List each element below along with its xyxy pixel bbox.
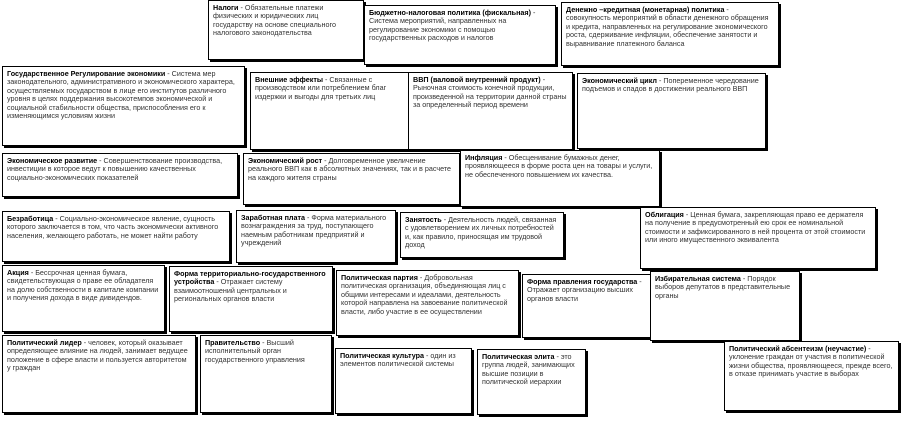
card-izbiratelnaya-sistema <box>650 271 800 341</box>
definition: - Совершенствование производства, инвестиции в которое ведут к повышению качественных социально-экономических показателей <box>7 156 223 182</box>
card-ekonomicheskiy-tsikl <box>577 73 766 149</box>
term: Инфляция <box>465 153 503 162</box>
definition: - Высший исполнительный орган государственного управления <box>205 338 305 364</box>
definition: - Попеременное чередование подъемов и спадов в достижении реального ВВП <box>582 76 759 94</box>
term: Внешние эффекты <box>255 75 323 84</box>
definition: - совокупность мероприятий в области денежного обращения и кредита, направленных на регулирование экономического роста, сдерживание инфляции, обеспечение занятости и выравнивание платежного баланса <box>566 5 769 48</box>
term: Заработная плата <box>241 213 306 222</box>
definition: - Долговременное увеличение реального ВВП как в абсолютных значениях, так и в расчете на каждого жителя страны <box>248 156 452 182</box>
term: Экономическое развитие <box>7 156 98 165</box>
term: Политическая партия <box>341 273 418 282</box>
term: Экономический рост <box>248 156 323 165</box>
definition: - Обязательные платежи физических и юридических лиц государству на основе специального налогового законодательства <box>213 3 336 38</box>
term: Занятость <box>405 215 442 224</box>
definition: - один из элементов политической системы <box>340 351 456 369</box>
definition: - это группа людей, занимающих высшие позиции в политической иерархии <box>482 352 575 387</box>
term: Облигация <box>645 210 684 219</box>
card-zanyatost <box>400 212 564 258</box>
card-bezrabotitsa <box>2 211 230 262</box>
term: Акция <box>7 268 29 277</box>
definition: - человек, который оказывает определяющее влияние на людей, занимает ведущее положение в сфере власти и пользуется авторитетом у граждан <box>7 338 188 373</box>
term: Денежно –кредитная (монетарная) политика <box>566 5 725 14</box>
card-vvp <box>408 72 573 150</box>
definition: - Порядок выборов депутатов в представительные органы <box>655 274 791 300</box>
term: Налоги <box>213 3 239 12</box>
definition: - Отражает систему взаимоотношений центральных и региональных органов власти <box>174 277 287 304</box>
card-vneshnie-effekty <box>250 72 410 150</box>
definition: - Обесценивание бумажных денег, проявляющееся в форме роста цен на товары и услуги, не обеспеченного повышением их качества. <box>465 153 653 179</box>
definition: - Система мер законодательного, административного и экономического характера, осуществляемых государством в лице его институтов различного уровня в целях поддержания высокотемпов экономической и социальной стабильности общества, приспособления его к изменяющимся условиям жизни <box>7 69 235 121</box>
card-aktsiya <box>2 265 165 332</box>
term: Форма правления государства <box>527 277 638 286</box>
term: Политическая культура <box>340 351 424 360</box>
card-ekonomicheskiy-rost <box>243 153 460 205</box>
card-zarabotnaya-plata <box>236 210 396 263</box>
card-forma-pravleniya <box>522 274 657 338</box>
card-politicheskiy-lider <box>2 335 196 413</box>
definition: - Деятельность людей, связанная с удовлетворением их личных потребностей и, как правило, приносящая им трудовой доход <box>405 215 557 250</box>
card-politicheskaya-partiya <box>336 270 519 336</box>
term: Государственное Регулирование экономики <box>7 69 166 78</box>
term: Политическая элита <box>482 352 555 361</box>
card-gos-regulirovanie <box>2 66 245 146</box>
term: Экономический цикл <box>582 76 657 85</box>
term: Бюджетно-налоговая политика (фискальная) <box>369 8 531 17</box>
card-politicheskaya-elita <box>477 349 586 415</box>
term: Политический лидер <box>7 338 82 347</box>
card-pravitelstvo <box>200 335 332 413</box>
card-politicheskaya-kultura <box>335 348 472 414</box>
definition: - Форма материального вознаграждения за труд, поступающего наемным работникам предприятий и учреждений <box>241 213 387 248</box>
term: Форма территориально-государственного устройства <box>174 269 326 287</box>
definition: - Связанные с производством или потреблением благ издержки и выгоды для третьих лиц <box>255 75 387 101</box>
definition: - Добровольная политическая организация, объединяющая лиц с общими интересами и идеалами, деятельность которой направлена на завоевание политической власти, либо участие в ее осуществлении <box>341 273 508 316</box>
card-denezhno-kreditnaya-politika <box>561 2 779 66</box>
card-byudzhetno-nalogovaya-politika <box>364 5 556 65</box>
card-obligatsiya <box>640 207 876 269</box>
definition: - Социально-экономическое явление, сущность которого заключается в том, что часть экономически активного населения, желающего работать, не может найти работу <box>7 214 219 240</box>
card-politicheskiy-absenteizm <box>724 341 899 411</box>
definition: - Ценная бумага, закрепляющая право ее держателя на получение в предусмотренный ею срок ее номинальной стоимости и зафиксированного в ней процента от этой стоимости или иного имущественного эквивалента <box>645 210 866 245</box>
term: Политический абсентеизм (неучастие) <box>729 344 867 353</box>
definition: - уклонение граждан от участия в политической жизни общества, проявляющееся, прежде всего, в отказе принимать участие в выборах <box>729 344 893 379</box>
card-inflyatsiya <box>460 150 660 207</box>
term: Безработица <box>7 214 54 223</box>
card-nalogi <box>208 0 364 60</box>
definition: - Рыночная стоимость конечной продукции, произведенной на территории данной страны за определенный период времени <box>413 75 567 110</box>
term: Правительство <box>205 338 261 347</box>
definition: - Система мероприятий, направленных на регулирование экономики с помощью государственных расходов и налогов <box>369 8 536 43</box>
term: ВВП (валовой внутренний продукт) <box>413 75 541 84</box>
card-forma-territorialnogo-ustroystva <box>169 266 333 332</box>
definition: - Бессрочная ценная бумага, свидетельствующая о праве ее обладателя на долю собственности в капитале компании и получения дохода в виде дивидендов. <box>7 268 159 303</box>
card-ekonomicheskoe-razvitie <box>2 153 238 197</box>
term: Избирательная система <box>655 274 741 283</box>
definition: - Отражает организацию высших органов власти <box>527 277 642 303</box>
